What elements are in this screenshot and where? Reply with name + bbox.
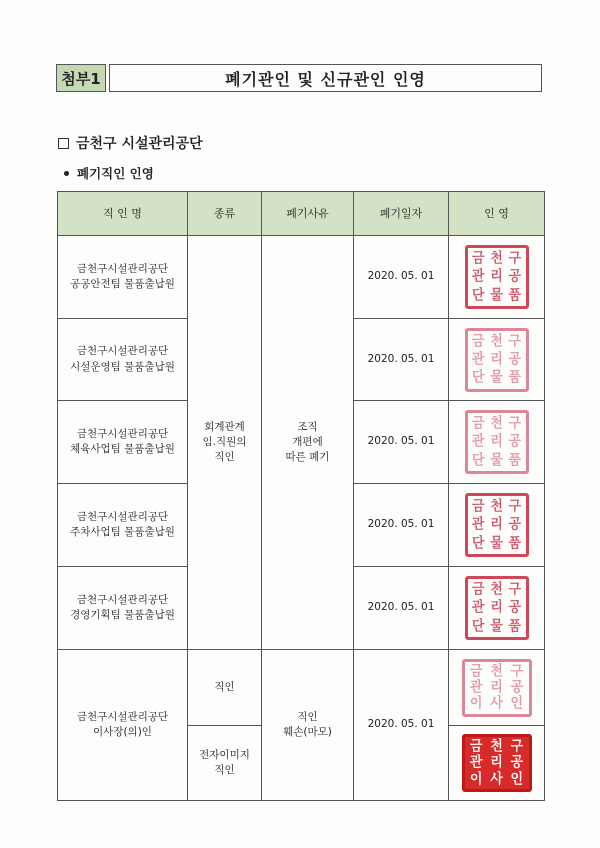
seal-glyph: 단 (471, 535, 485, 552)
seal-glyph: 관 (471, 433, 485, 451)
seal-name-cell: 금천구시설관리공단 시설운영팀 물품출납원 (58, 319, 188, 401)
seal-glyph: 구 (510, 662, 524, 680)
seal-glyph: 공 (508, 516, 522, 534)
seal-glyph: 리 (490, 754, 503, 772)
seal-glyph: 물 (490, 287, 503, 304)
seal-glyph: 금 (471, 415, 485, 432)
seal-disposal-table (57, 191, 545, 801)
seal-glyph: 사 (490, 771, 503, 788)
table-row (58, 236, 545, 319)
seal-glyph: 공 (508, 351, 522, 368)
seal-glyph: 관 (471, 268, 485, 286)
seal-glyph: 리 (490, 599, 503, 617)
disposal-reason-cell: 직인 훼손(마모) (262, 650, 354, 801)
seal-impression-cell (449, 401, 545, 484)
seal-glyph: 품 (508, 369, 522, 387)
seal-glyph: 품 (508, 618, 522, 635)
seal-name-cell: 금천구시설관리공단 공공안전팀 물품출납원 (58, 236, 188, 319)
seal-glyph: 천 (490, 498, 503, 515)
red-seal-icon (465, 245, 529, 309)
seal-glyph: 품 (508, 452, 522, 469)
seal-glyph: 공 (510, 754, 524, 772)
seal-glyph: 관 (471, 599, 485, 617)
seal-glyph: 공 (508, 599, 522, 617)
disposal-reason-cell: 조직 개편에 따른 폐기 (262, 236, 354, 650)
seal-type-cell: 직인 (188, 650, 262, 726)
seal-glyph: 금 (469, 738, 483, 755)
red-seal-icon (465, 410, 529, 474)
seal-glyph: 구 (508, 332, 522, 350)
seal-impression-cell (449, 236, 545, 319)
subsection-heading (64, 164, 154, 182)
seal-glyph: 공 (508, 268, 522, 286)
section-heading (58, 133, 203, 153)
seal-name-cell: 금천구시설관리공단 경영기획팀 물품출납원 (58, 567, 188, 650)
director-electronic-seal-icon (462, 734, 532, 792)
seal-glyph: 인 (510, 695, 524, 713)
document-title: 폐기관인 및 신규관인 인영 (109, 64, 542, 92)
seal-glyph: 금 (469, 662, 483, 680)
red-seal-icon (465, 576, 529, 640)
seal-glyph: 품 (508, 287, 522, 304)
disposal-date-cell: 2020. 05. 01 (354, 401, 449, 484)
seal-glyph: 공 (508, 433, 522, 451)
column-header-date: 폐기일자 (354, 192, 449, 236)
seal-glyph: 금 (471, 250, 485, 267)
seal-glyph: 단 (471, 369, 485, 387)
seal-glyph: 천 (490, 581, 503, 598)
attachment-label: 첨부1 (56, 64, 106, 92)
checkbox-square-icon (58, 138, 69, 149)
seal-glyph: 사 (490, 695, 503, 713)
disposal-date-cell: 2020. 05. 01 (354, 567, 449, 650)
seal-glyph: 천 (490, 415, 503, 432)
seal-glyph: 리 (490, 516, 503, 534)
disposal-date-cell: 2020. 05. 01 (354, 236, 449, 319)
column-header-name: 직 인 명 (58, 192, 188, 236)
seal-glyph: 구 (508, 498, 522, 515)
seal-glyph: 구 (508, 415, 522, 432)
seal-glyph: 물 (490, 452, 503, 469)
seal-name-cell: 금천구시설관리공단 이사장(의)인 (58, 650, 188, 801)
seal-impression-cell (449, 319, 545, 401)
seal-glyph: 물 (490, 535, 503, 552)
seal-glyph: 리 (490, 268, 503, 286)
seal-glyph: 단 (471, 618, 485, 635)
seal-type-cell: 전자이미지 직인 (188, 726, 262, 801)
seal-impression-cell (449, 650, 545, 726)
seal-glyph: 구 (510, 738, 524, 755)
seal-glyph: 금 (471, 332, 485, 350)
seal-impression-cell (449, 726, 545, 801)
seal-glyph: 구 (508, 250, 522, 267)
seal-glyph: 금 (471, 498, 485, 515)
seal-glyph: 천 (490, 662, 503, 680)
seal-type-cell: 회계관계 임.직원의 직인 (188, 236, 262, 650)
column-header-type: 종류 (188, 192, 262, 236)
seal-glyph: 천 (490, 738, 503, 755)
seal-glyph: 인 (510, 771, 524, 788)
seal-glyph: 리 (490, 679, 503, 696)
seal-glyph: 금 (471, 581, 485, 598)
disposal-date-cell: 2020. 05. 01 (354, 319, 449, 401)
seal-glyph: 리 (490, 351, 503, 368)
seal-glyph: 품 (508, 535, 522, 552)
bullet-icon (64, 171, 69, 176)
red-seal-icon (465, 493, 529, 557)
seal-glyph: 관 (469, 754, 483, 772)
seal-glyph: 관 (471, 516, 485, 534)
seal-glyph: 천 (490, 250, 503, 267)
seal-glyph: 단 (471, 452, 485, 469)
seal-glyph: 관 (469, 679, 483, 696)
seal-glyph: 관 (471, 351, 485, 368)
seal-glyph: 이 (469, 695, 483, 713)
table-header-row (58, 192, 545, 236)
document-header (56, 64, 542, 94)
seal-impression-cell (449, 567, 545, 650)
red-seal-icon (465, 328, 529, 392)
seal-glyph: 단 (471, 287, 485, 304)
seal-glyph: 이 (469, 771, 483, 788)
column-header-seal: 인 영 (449, 192, 545, 236)
section-title: 금천구 시설관리공단 (76, 136, 203, 152)
table-row (58, 650, 545, 726)
disposal-date-cell: 2020. 05. 01 (354, 484, 449, 567)
director-seal-icon (462, 659, 532, 717)
seal-name-cell: 금천구시설관리공단 주차사업팀 물품출납원 (58, 484, 188, 567)
subsection-title: 폐기직인 인영 (77, 166, 154, 181)
seal-glyph: 물 (490, 369, 503, 387)
seal-impression-cell (449, 484, 545, 567)
seal-glyph: 물 (490, 618, 503, 635)
seal-name-cell: 금천구시설관리공단 체육사업팀 물품출납원 (58, 401, 188, 484)
disposal-date-cell: 2020. 05. 01 (354, 650, 449, 801)
seal-glyph: 천 (490, 332, 503, 350)
seal-glyph: 공 (510, 679, 524, 696)
column-header-reason: 폐기사유 (262, 192, 354, 236)
seal-glyph: 구 (508, 581, 522, 598)
seal-glyph: 리 (490, 433, 503, 451)
